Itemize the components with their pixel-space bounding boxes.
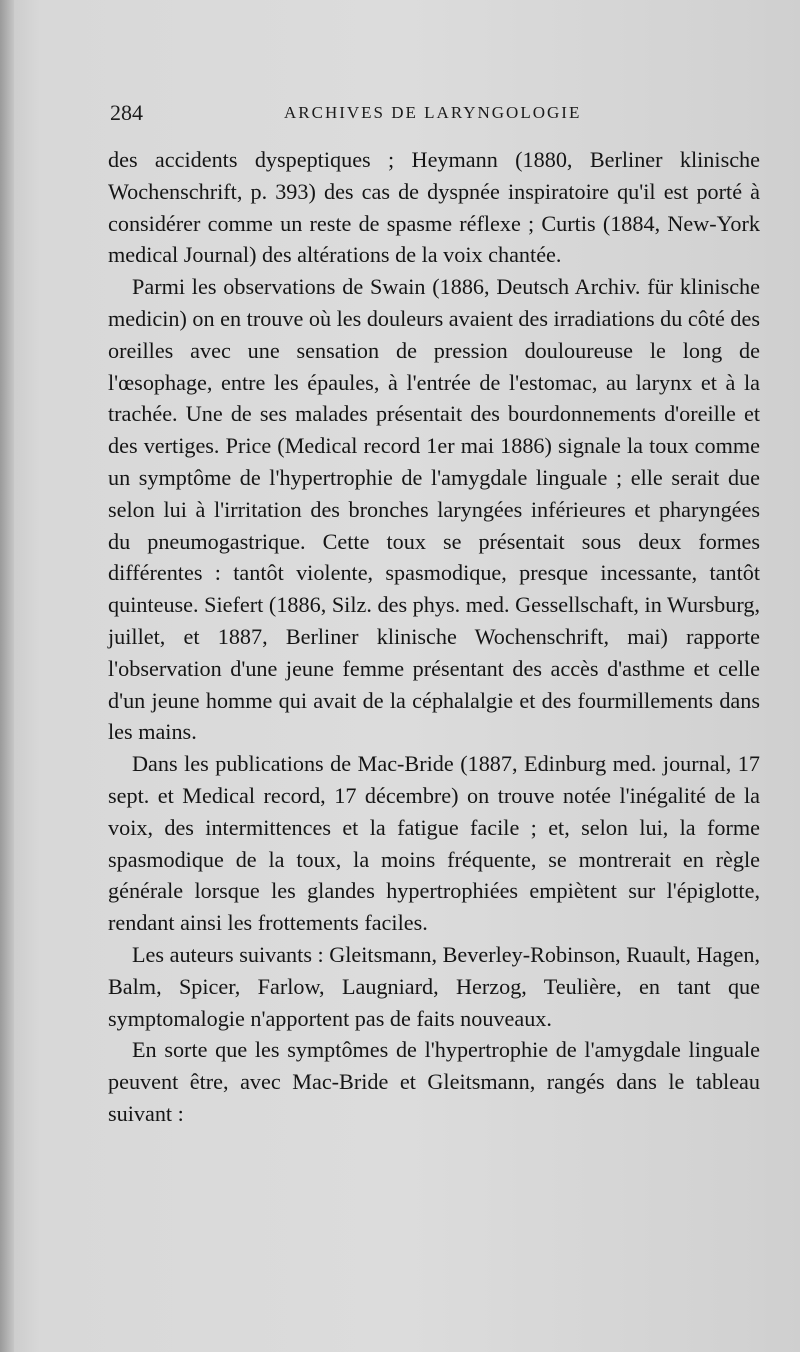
page-gutter-shadow [0,0,14,1352]
paragraph: Dans les publications de Mac-Bride (1887, Edinburg med. journal, 17 sept. et Medical record, 17 décembre) on trouve notée l'inégalité de la voix, des intermittences et la fatigue facile ; et, selon lui, la forme spasmodique de la toux, la moins fréquente, se montrerait en règle générale lorsque les glandes hypertrophiées empiètent sur l'épiglotte, rendant ainsi les frottements faciles. [108,751,760,936]
paragraph: Les auteurs suivants : Gleitsmann, Beverley-Robinson, Ruault, Hagen, Balm, Spicer, Farlow, Laugniard, Herzog, Teulière, en tant que symptomalogie n'apportent pas de faits nouveaux. [108,941,760,1031]
journal-title: ARCHIVES DE LARYNGOLOGIE [284,103,582,122]
body-text [108,144,760,1130]
page-number: 284 [110,100,143,125]
paragraph: En sorte que les symptômes de l'hypertrophie de l'amygdale linguale peuvent être, avec Mac-Bride et Gleitsmann, rangés dans le tableau suivant : [108,1037,760,1126]
paragraph: des accidents dyspeptiques ; Heymann (1880, Berliner klinische Wochenschrift, p. 393) des cas de dyspnée inspiratoire qu'il est porté à considérer comme un reste de spasme réflexe ; Curtis (1884, New-York medical Journal) des altérations de la voix chantée. [108,147,760,268]
running-head [110,100,760,128]
paragraph: Parmi les observations de Swain (1886, Deutsch Archiv. für klinische medicin) on en trouve où les douleurs avaient des irradiations du côté des oreilles avec une sensation de pression douloureuse le long de l'œsophage, entre les épaules, à l'entrée de l'estomac, au larynx et à la trachée. Une de ses malades présentait des bourdonnements d'oreille et des vertiges. Price (Medical record 1er mai 1886) signale la toux comme un symptôme de l'hypertrophie de l'amygdale linguale ; elle serait due selon lui à l'irritation des bronches laryngées inférieures et pharyngées du pneumogastrique. Cette toux se présentait sous deux formes différentes : tantôt violente, spasmodique, presque incessante, tantôt quinteuse. Siefert (1886, Silz. des phys. med. Gessellschaft, in Wursburg, juillet, et 1887, Berliner klinische Wochenschrift, mai) rapporte l'observation d'une jeune femme présentant des accès d'asthme et celle d'un jeune homme qui avait de la céphalalgie et des fourmillements dans les mains. [108,274,760,745]
